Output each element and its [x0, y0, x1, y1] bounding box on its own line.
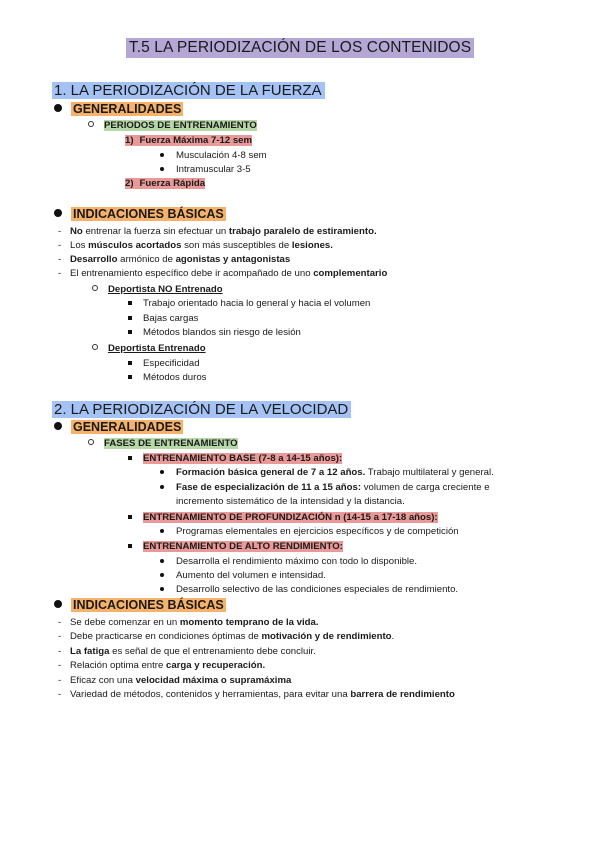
fuerza-maxima-item: 1) Fuerza Máxima 7-12 sem	[125, 135, 253, 146]
base-item: ENTRENAMIENTO BASE (7-8 a 14-15 años):	[128, 453, 342, 465]
square-bullet-icon	[128, 375, 132, 379]
dot-bullet-icon	[160, 529, 164, 533]
dash-icon: -	[58, 689, 62, 700]
alto-sub-2: Aumento del volumen e intensidad.	[160, 570, 326, 582]
dot-bullet-icon	[160, 573, 164, 577]
circle-bullet-icon	[92, 285, 98, 291]
alto-sub-1: Desarrolla el rendimiento máximo con todo lo disponible.	[160, 556, 417, 568]
square-bullet-icon	[128, 330, 132, 334]
square-bullet-icon	[128, 316, 132, 320]
indicacion-v-5: Eficaz con una velocidad máxima o supramáxima	[70, 675, 292, 686]
base-sub-1: Formación básica general de 7 a 12 años. Trabajo multilateral y general.	[160, 467, 494, 479]
subheading-indicaciones: INDICACIONES BÁSICAS	[54, 207, 226, 221]
dot-bullet-icon	[160, 559, 164, 563]
fases-item: FASES DE ENTRENAMIENTO	[88, 438, 238, 450]
dot-bullet-icon	[160, 167, 164, 171]
alto-sub-3: Desarrollo selectivo de las condiciones especiales de rendimiento.	[160, 584, 458, 596]
de-item-1: Especificidad	[128, 358, 200, 370]
dne-item-2: Bajas cargas	[128, 313, 198, 325]
indicacion-v-4: Relación optima entre carga y recuperación.	[70, 660, 266, 671]
indicacion-1: No entrenar la fuerza sin efectuar un trabajo paralelo de estiramiento.	[70, 226, 377, 237]
dash-icon: -	[58, 646, 62, 657]
dot-bullet-icon	[160, 470, 164, 474]
base-sub-2: Fase de especialización de 11 a 15 años: volumen de carga creciente e	[160, 482, 490, 494]
subheading-generalidades-2: GENERALIDADES	[54, 420, 183, 434]
base-sub-2-cont: incremento sistemático de la intensidad y la distancia.	[176, 496, 405, 507]
deportista-no-entrenado: Deportista NO Entrenado	[92, 284, 223, 296]
dash-icon: -	[58, 631, 62, 642]
circle-bullet-icon	[92, 344, 98, 350]
indicacion-v-1: Se debe comenzar en un momento temprano de la vida.	[70, 617, 319, 628]
dot-bullet-icon	[160, 153, 164, 157]
dash-icon: -	[58, 617, 62, 628]
subheading-generalidades: GENERALIDADES	[54, 102, 183, 116]
bullet-icon	[54, 209, 62, 217]
alto-rendimiento-item: ENTRENAMIENTO DE ALTO RENDIMIENTO:	[128, 541, 343, 553]
fuerza-rapida-item: 2) Fuerza Rápida	[125, 178, 206, 189]
dash-icon: -	[58, 240, 62, 251]
square-bullet-icon	[128, 515, 132, 519]
dne-item-3: Métodos blandos sin riesgo de lesión	[128, 327, 301, 339]
dash-icon: -	[58, 226, 62, 237]
bullet-icon	[54, 422, 62, 430]
circle-bullet-icon	[88, 121, 94, 127]
dne-item-1: Trabajo orientado hacia lo general y hacia el volumen	[128, 298, 370, 310]
square-bullet-icon	[128, 544, 132, 548]
prof-sub-1: Programas elementales en ejercicios específicos y de competición	[160, 526, 459, 538]
dash-icon: -	[58, 254, 62, 265]
dot-bullet-icon	[160, 485, 164, 489]
square-bullet-icon	[128, 361, 132, 365]
dash-icon: -	[58, 268, 62, 279]
bullet-icon	[54, 600, 62, 608]
fm-intramuscular-item: Intramuscular 3-5	[160, 164, 251, 176]
deportista-entrenado: Deportista Entrenado	[92, 343, 206, 355]
indicacion-4: El entrenamiento específico debe ir acompañado de uno complementario	[70, 268, 388, 279]
periodos-item: PERIODOS DE ENTRENAMIENTO	[88, 120, 257, 132]
dash-icon: -	[58, 660, 62, 671]
section-heading-fuerza: 1. LA PERIODIZACIÓN DE LA FUERZA	[52, 82, 325, 99]
indicacion-v-2: Debe practicarse en condiciones óptimas de motivación y de rendimiento.	[70, 631, 395, 642]
subheading-indicaciones-2: INDICACIONES BÁSICAS	[54, 598, 226, 612]
page-title: T.5 LA PERIODIZACIÓN DE LOS CONTENIDOS	[126, 38, 474, 58]
circle-bullet-icon	[88, 439, 94, 445]
title-wrap	[0, 38, 600, 58]
indicacion-2: Los músculos acortados son más susceptibles de lesiones.	[70, 240, 333, 251]
fm-musculacion-item: Musculación 4-8 sem	[160, 150, 267, 162]
indicacion-3: Desarrollo armónico de agonistas y antagonistas	[70, 254, 291, 265]
square-bullet-icon	[128, 456, 132, 460]
indicacion-v-3: La fatiga es señal de que el entrenamiento debe concluir.	[70, 646, 316, 657]
section-heading-velocidad: 2. LA PERIODIZACIÓN DE LA VELOCIDAD	[52, 401, 351, 418]
square-bullet-icon	[128, 301, 132, 305]
dash-icon: -	[58, 675, 62, 686]
profundizacion-item: ENTRENAMIENTO DE PROFUNDIZACIÓN n (14-15 a 17-18 años):	[128, 512, 438, 524]
dot-bullet-icon	[160, 587, 164, 591]
indicacion-v-6: Variedad de métodos, contenidos y herramientas, para evitar una barrera de rendimiento	[70, 689, 455, 700]
bullet-icon	[54, 104, 62, 112]
de-item-2: Métodos duros	[128, 372, 206, 384]
